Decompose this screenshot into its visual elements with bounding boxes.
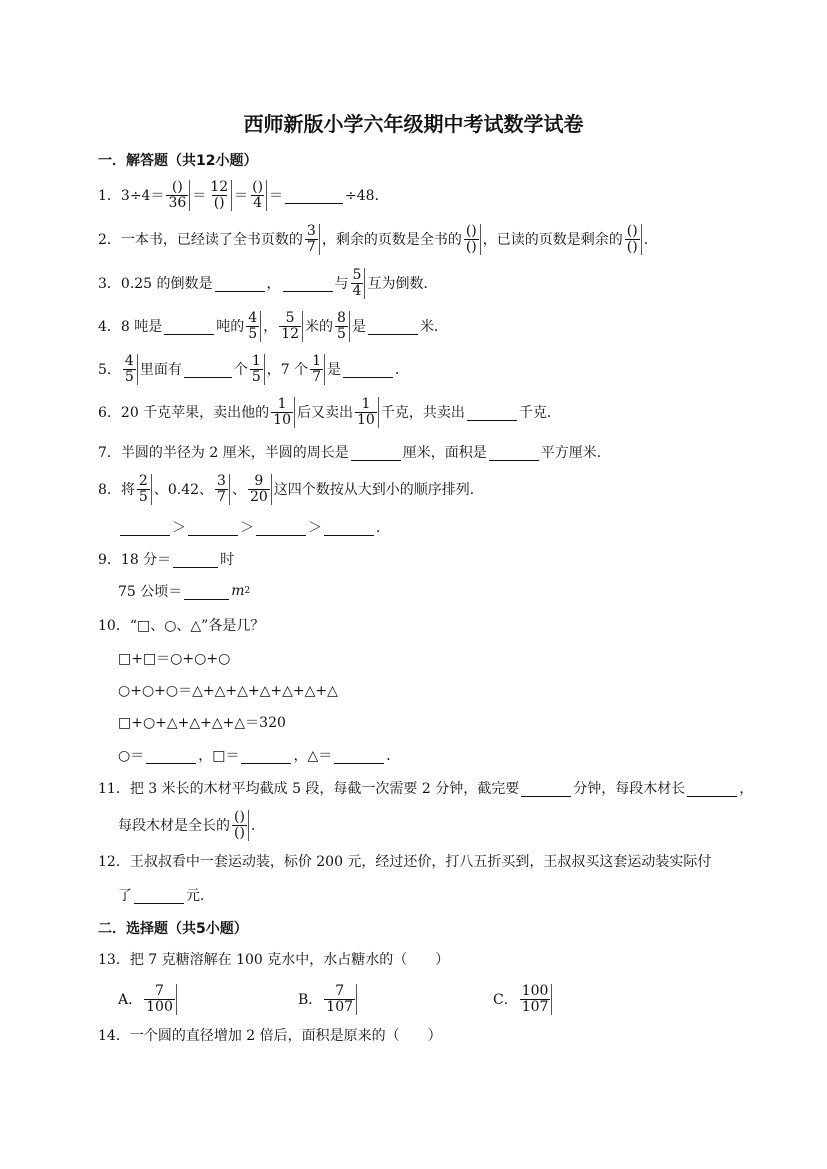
- question-10-answers: ○＝ ，□＝ ，△＝ ．: [118, 748, 401, 764]
- question-7: 7．半圆的半径为 2 厘米，半圆的周长是 厘米，面积是 平方厘米．: [98, 445, 611, 461]
- answer-blank[interactable]: [285, 187, 343, 204]
- answer-blank[interactable]: [146, 747, 196, 764]
- answer-blank[interactable]: [173, 551, 218, 568]
- answer-blank[interactable]: [521, 780, 571, 797]
- fraction: $\frac{100}{107}$: [520, 984, 553, 1015]
- fraction: $\frac{1}{10}$: [271, 397, 295, 428]
- question-6: 6．20 千克苹果，卖出他的 $\frac{1}{10}$ 后又卖出 $\frac{1}{10}$ 千克，共卖出 千克．: [98, 395, 561, 428]
- option-b[interactable]: B． $\frac{7}{107}$: [298, 984, 493, 1015]
- answer-blank[interactable]: [120, 519, 170, 536]
- fraction: $\frac{1}{7}$: [310, 354, 325, 385]
- answer-blank[interactable]: [241, 747, 291, 764]
- answer-blank[interactable]: [324, 519, 374, 536]
- fraction: $\frac{4}{5}$: [246, 311, 261, 342]
- fraction: $\frac{2}{5}$: [137, 474, 152, 505]
- answer-blank[interactable]: [334, 747, 384, 764]
- fraction: $\frac{7}{100}$: [144, 984, 177, 1015]
- fraction: $\frac{5}{4}$: [351, 268, 366, 299]
- question-8-order: ＞ ＞ ＞ ．: [118, 512, 390, 542]
- answer-blank[interactable]: [343, 361, 393, 378]
- fraction: $\frac{3}{7}$: [215, 474, 230, 505]
- fraction-blank[interactable]: $\frac{()}{()}$: [625, 224, 642, 255]
- question-11-b: 每段木材是全长的 $\frac{()}{()}$ ．: [118, 808, 265, 841]
- question-13-options: [118, 984, 558, 1014]
- equation-1: □+□＝○+○+○: [118, 651, 231, 667]
- question-12: 12．王叔叔看中一套运动装，标价 200 元，经过还价，打八五折买到，王叔叔买这套运动装实际付: [98, 854, 712, 870]
- fraction: $\frac{3}{7}$: [305, 224, 320, 255]
- option-a[interactable]: A． $\frac{7}{100}$: [118, 984, 298, 1015]
- answer-blank[interactable]: [687, 780, 737, 797]
- answer-blank[interactable]: [215, 275, 265, 292]
- answer-blank[interactable]: [164, 318, 214, 335]
- answer-blank[interactable]: [368, 318, 418, 335]
- question-9-b: 75 公顷＝ m 2: [118, 583, 251, 600]
- question-14: 14．一个圆的直径增加 2 倍后，面积是原来的（ ）: [98, 1028, 442, 1044]
- fraction: $\frac{12}{()}$: [208, 180, 232, 211]
- fraction: $\frac{1}{10}$: [355, 397, 379, 428]
- fraction: $\frac{8}{5}$: [335, 311, 350, 342]
- question-1: 1．3÷4＝ $\frac{()}{36}$ ＝ $\frac{12}{()}$ ＝ $\frac{()}{4}$ ＝ ÷48．: [98, 178, 389, 211]
- answer-blank[interactable]: [256, 519, 306, 536]
- question-9: 9．18 分＝ 时: [98, 552, 235, 568]
- fraction: $\frac{()}{4}$: [250, 180, 267, 211]
- answer-blank[interactable]: [283, 275, 333, 292]
- fraction: $\frac{9}{20}$: [248, 474, 272, 505]
- page-title: 西师新版小学六年级期中考试数学试卷: [243, 112, 584, 136]
- option-c[interactable]: C． $\frac{100}{107}$: [493, 984, 554, 1015]
- question-11: 11．把 3 米长的木材平均截成 5 段，每截一次需要 2 分钟，截完要 分钟，每段木材长 ，: [98, 781, 754, 797]
- answer-blank[interactable]: [184, 583, 229, 600]
- fraction-blank[interactable]: $\frac{()}{()}$: [232, 810, 249, 841]
- equation-2: ○+○+○＝△+△+△+△+△+△+△: [118, 683, 338, 699]
- fraction: $\frac{5}{12}$: [279, 311, 303, 342]
- fraction-blank[interactable]: $\frac{()}{()}$: [464, 224, 481, 255]
- question-8: 8．将 $\frac{2}{5}$ 、0.42、 $\frac{3}{7}$ 、 $\frac{9}{20}$ 这四个数按从大到小的顺序排列．: [98, 472, 484, 505]
- equation-3: □+○+△+△+△+△＝320: [118, 715, 286, 731]
- section-heading-1: 一．解答题（共12小题）: [98, 153, 258, 169]
- q1-text: 1．3÷4＝: [98, 188, 165, 204]
- question-4: 4．8 吨是 吨的 $\frac{4}{5}$ ， $\frac{5}{12}$ 米的 $\frac{8}{5}$ 是 米．: [98, 309, 448, 342]
- answer-blank[interactable]: [467, 404, 517, 421]
- section-heading-2: 二．选择题（共5小题）: [98, 921, 248, 937]
- question-12-b: 了 元．: [118, 888, 214, 904]
- question-10: 10．“□、○、△”各是几？: [98, 618, 265, 634]
- answer-blank[interactable]: [351, 444, 401, 461]
- answer-blank[interactable]: [188, 519, 238, 536]
- fraction: $\frac{7}{107}$: [324, 984, 357, 1015]
- question-5: 5． $\frac{4}{5}$ 里面有 个 $\frac{1}{5}$ ，7 个 $\frac{1}{7}$ 是 ．: [98, 352, 410, 385]
- question-2: 2．一本书，已经读了全书页数的 $\frac{3}{7}$ ，剩余的页数是全书的 $\frac{()}{()}$ ，已读的页数是剩余的 $\frac{()}{()}$ ．: [98, 222, 658, 255]
- answer-blank[interactable]: [134, 887, 184, 904]
- fraction: $\frac{()}{36}$: [166, 180, 190, 211]
- fraction: $\frac{4}{5}$: [123, 354, 138, 385]
- answer-blank[interactable]: [184, 361, 232, 378]
- answer-blank[interactable]: [489, 444, 539, 461]
- question-3: 3．0.25 的倒数是 ， 与 $\frac{5}{4}$ 互为倒数．: [98, 266, 438, 299]
- fraction: $\frac{1}{5}$: [250, 354, 265, 385]
- question-13: 13．把 7 克糖溶解在 100 克水中，水占糖水的（ ）: [98, 952, 450, 968]
